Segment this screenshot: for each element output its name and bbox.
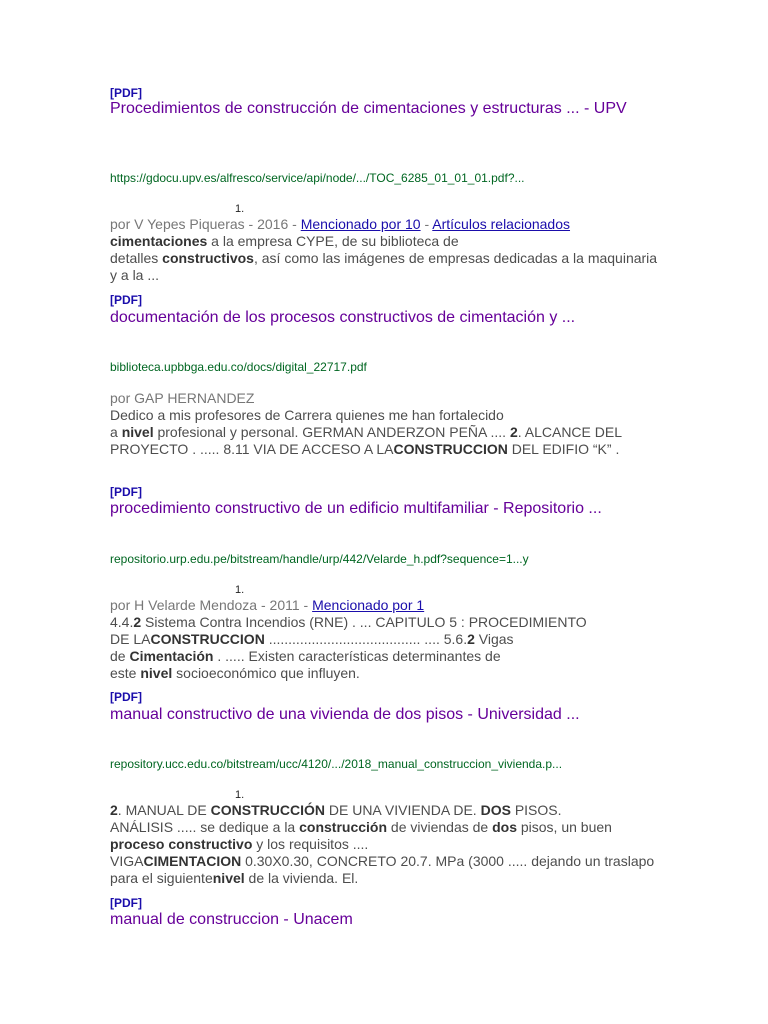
result-url: biblioteca.upbbga.edu.co/docs/digital_22717.pdf [110,360,367,374]
cited-by-link[interactable]: Mencionado por 10 [300,216,421,232]
result-title-link[interactable]: procedimiento constructivo de un edificio multifamiliar - Repositorio ... [110,500,602,517]
snippet-highlight: 2 [133,614,142,630]
snippet-highlight: nivel [121,424,154,440]
meta-author: por GAP HERNANDEZ [110,390,255,406]
result-meta [110,390,254,406]
result-title-link[interactable]: manual de construccion - Unacem [110,911,353,928]
cited-by-link[interactable]: Mencionado por 1 [312,597,425,613]
snippet-text: este [110,665,141,681]
snippet-text: a la empresa CYPE, de su biblioteca de [207,233,459,249]
meta-year: 2011 [269,597,300,613]
snippet-text: DE LA [110,631,151,647]
snippet-text: Vigas [474,631,514,647]
snippet-text: . ..... Existen características determinantes de [213,648,501,664]
snippet-highlight: cimentaciones [110,233,208,249]
snippet-text: de viviendas de [387,819,493,835]
snippet-text: . MANUAL DE [117,802,211,818]
meta-author: por V Yepes Piqueras [110,216,245,232]
snippet-highlight: 2 [467,631,475,647]
snippet-highlight: nivel [212,870,245,886]
result-snippet [110,233,665,284]
related-articles-link[interactable]: Artículos relacionados [432,216,571,232]
result-title-link[interactable]: documentación de los procesos constructivos de cimentación y ... [110,309,576,326]
meta-separator: - [257,597,270,613]
snippet-text: a [110,424,122,440]
result-number: 1. [235,203,245,215]
result-number: 1. [235,584,245,596]
pdf-tag: [PDF] [110,86,142,100]
result-number: 1. [235,789,245,801]
meta-separator: - [420,216,433,232]
snippet-highlight: DOS [480,802,511,818]
snippet-text: 4.4. [110,614,134,630]
snippet-highlight: CONSTRUCCION [150,631,265,647]
snippet-text: ANÁLISIS ..... se dedique a la [110,819,300,835]
snippet-text: Sistema Contra Incendios (RNE) . ... CAPITULO 5 : PROCEDIMIENTO [141,614,587,630]
result-snippet [110,407,665,458]
snippet-text: de la vivienda. El. [244,870,359,886]
pdf-tag: [PDF] [110,485,142,499]
result-url: https://gdocu.upv.es/alfresco/service/api/node/.../TOC_6285_01_01_01.pdf?... [110,171,525,185]
snippet-highlight: construcción [299,819,388,835]
snippet-highlight: CONSTRUCCION [393,441,508,457]
snippet-text: . ALCANCE DEL PROYECTO . ..... 8.11 VIA DE ACCESO A LA [110,424,622,457]
result-url: repositorio.urp.edu.pe/bitstream/handle/urp/442/Velarde_h.pdf?sequence=1...y [110,552,529,566]
snippet-text: VIGA [110,853,144,869]
meta-year: 2016 [257,216,289,232]
meta-separator: - [288,216,301,232]
snippet-text: DEL EDIFIO “K” . [507,441,620,457]
result-meta [110,597,424,613]
snippet-text: 0.30X0.30, CONCRETO 20.7. MPa (3000 ..... dejando un traslapo para el siguiente [110,853,655,886]
snippet-highlight: 2 [509,424,518,440]
snippet-text: socioeconómico que influyen. [172,665,360,681]
snippet-text: de [110,648,130,664]
result-snippet [110,614,665,682]
snippet-highlight: proceso constructivo [110,836,253,852]
snippet-text: y los requisitos .... [252,836,369,852]
snippet-highlight: CONSTRUCCIÓN [210,802,325,818]
snippet-highlight: CIMENTACION [143,853,242,869]
pdf-tag: [PDF] [110,896,142,910]
pdf-tag: [PDF] [110,293,142,307]
meta-separator: - [299,597,313,613]
snippet-highlight: dos [492,819,517,835]
snippet-text: , así como las imágenes de empresas dedicadas a la maquinaria y a la ... [110,250,658,283]
result-title-link[interactable]: manual constructivo de una vivienda de dos pisos - Universidad ... [110,706,580,723]
meta-separator: - [244,216,258,232]
pdf-tag: [PDF] [110,690,142,704]
snippet-text: ....................................... .... 5.6. [264,631,468,647]
snippet-highlight: nivel [140,665,173,681]
snippet-text: PISOS. [510,802,562,818]
result-url: repository.ucc.edu.co/bitstream/ucc/4120/.../2018_manual_construccion_vivienda.p... [110,757,563,771]
snippet-text: profesional y personal. GERMAN ANDERZON PEÑA .... [153,424,510,440]
meta-author: por H Velarde Mendoza [110,597,258,613]
result-snippet [110,802,665,887]
snippet-highlight: constructivos [162,250,254,266]
snippet-text: DE UNA VIVIENDA DE. [324,802,481,818]
result-meta [110,216,570,232]
result-title-link[interactable]: Procedimientos de construcción de cimentaciones y estructuras ... - UPV [110,100,627,117]
snippet-highlight: 2 [110,802,118,818]
snippet-text: pisos, un buen [516,819,612,835]
snippet-text: Dedico a mis profesores de Carrera quienes me han fortalecido [110,407,504,423]
snippet-highlight: Cimentación [129,648,214,664]
snippet-text: detalles [110,250,163,266]
